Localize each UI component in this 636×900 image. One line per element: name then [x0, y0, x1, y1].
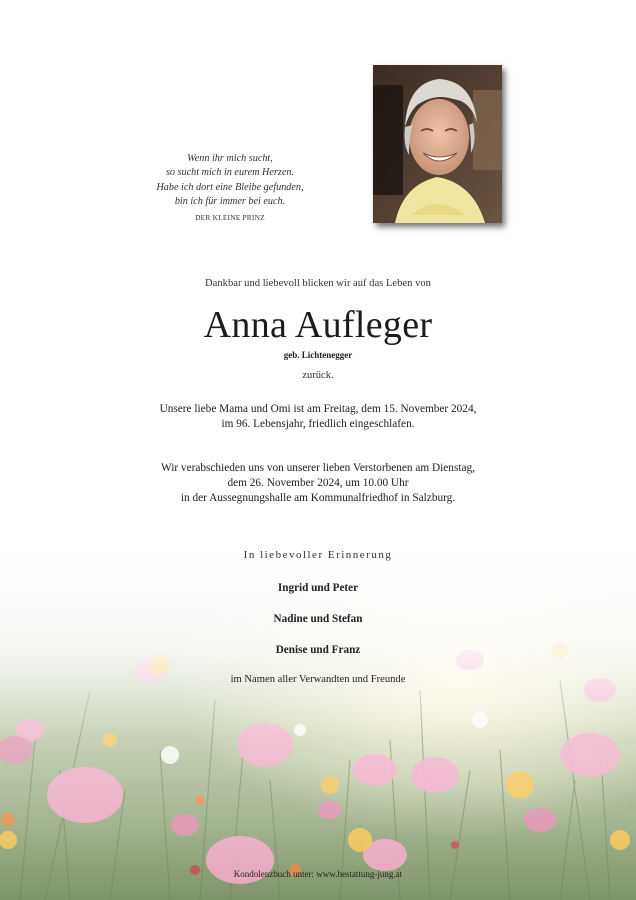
condolence-link[interactable]: Kondolenzbuch unter: www.bestattung-jung.at — [233, 869, 403, 879]
funeral-notice-line: dem 26. November 2024, um 10.00 Uhr — [227, 477, 409, 490]
back-text: zurück. — [302, 370, 334, 381]
death-notice-line: Unsere liebe Mama und Omi ist am Freitag, dem 15. November 2024, — [159, 403, 477, 415]
funeral-notice-line: Wir verabschieden uns von unserer lieben Verstorbenen am Dienstag, — [161, 462, 475, 474]
death-notice — [0, 402, 636, 432]
birth-name: geb. Lichtenegger — [283, 350, 353, 360]
quote-line: bin ich für immer bei euch. — [174, 195, 286, 207]
memory-heading: In liebevoller Erinnerung — [243, 549, 393, 561]
quote-line: so sucht mich in eurem Herzen. — [165, 167, 295, 179]
funeral-notice — [0, 461, 636, 507]
death-notice-line: im 96. Lebensjahr, friedlich eingeschlafen. — [221, 418, 415, 431]
quote-author: DER KLEINE PRINZ — [195, 213, 265, 223]
deceased-name: Anna Aufleger — [203, 304, 433, 346]
quote-block — [150, 152, 310, 225]
funeral-notice-line: in der Aussegnungshalle am Kommunalfriedhof in Salzburg. — [180, 492, 456, 505]
intro-text: Dankbar und liebevoll blicken wir auf das Leben von — [205, 278, 431, 289]
quote-line: Wenn ihr mich sucht, — [187, 153, 273, 164]
mourner-name: Ingrid und Peter — [277, 582, 359, 594]
quote-line: Habe ich dort eine Bleibe gefunden, — [156, 181, 304, 193]
mourner-name: Denise und Franz — [275, 644, 361, 656]
relatives-text: im Namen aller Verwandten und Freunde — [230, 674, 406, 685]
portrait-photo — [373, 65, 502, 223]
flower-meadow-image — [0, 540, 636, 900]
mourner-name: Nadine und Stefan — [273, 613, 363, 625]
